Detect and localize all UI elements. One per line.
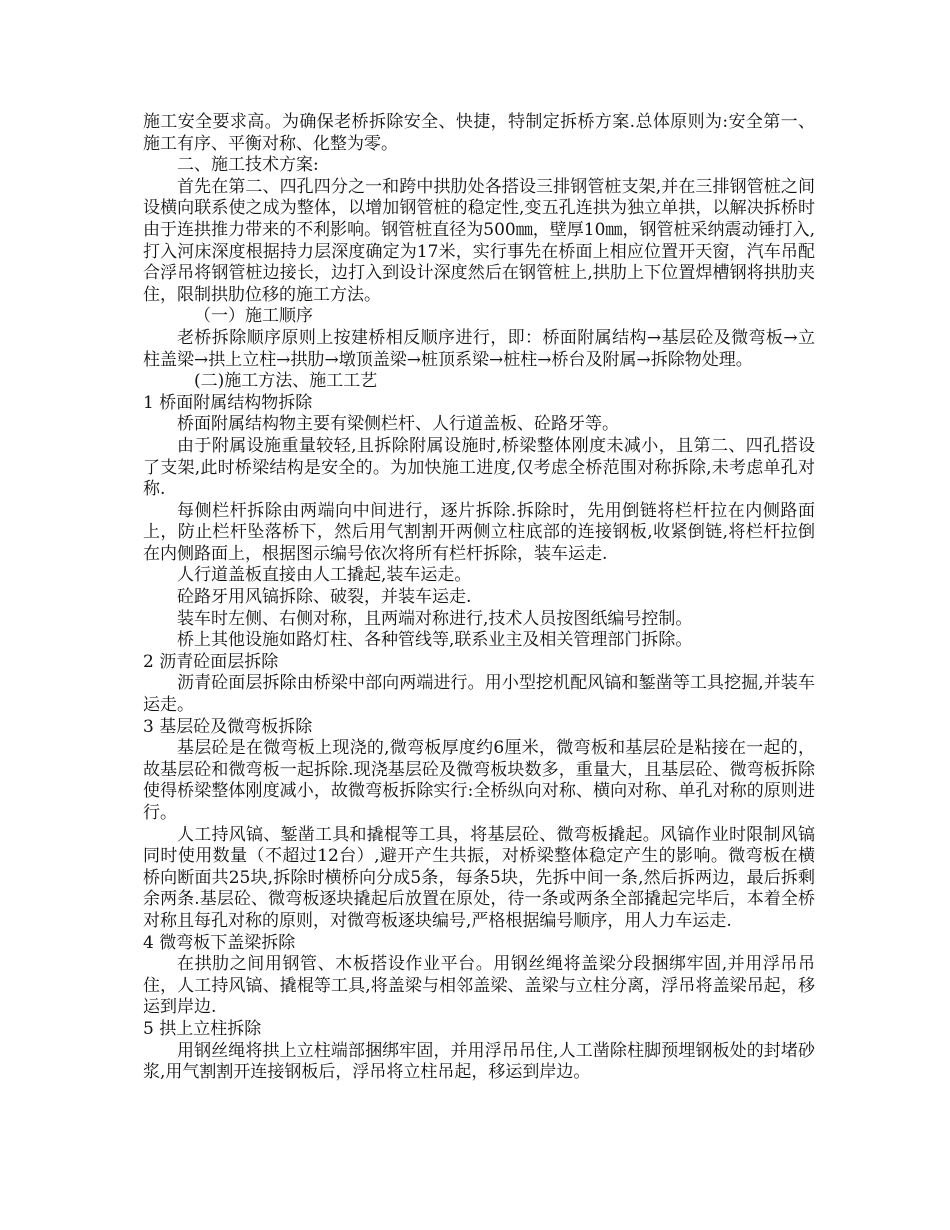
paragraph-cap-beam-removal: 在拱肋之间用钢管、木板搭设作业平台。用钢丝绳将盖梁分段捆绑牢固,并用浮吊吊住，人工持风镐、撬棍等工具,将盖梁与相邻盖梁、盖梁与立柱分离，浮吊将盖梁吊起，移运到岸边. (143, 954, 815, 1018)
subsection-heading-construction-order: （一）施工顺序 (194, 306, 313, 327)
item-heading-asphalt-layer: 2 沥青砼面层拆除 (143, 651, 279, 672)
paragraph-base-slab-principle: 基层砼是在微弯板上现浇的,微弯板厚度约6厘米，微弯板和基层砼是粘接在一起的，故基层砼和微弯板一起拆除.现浇基层砼及微弯板块数多，重量大，且基层砼、微弯板拆除使得桥梁整体刚度减小，故微弯板拆除实行:全桥纵向对称、横向对称、单孔对称的原则进行。 (143, 738, 815, 823)
subsection-heading-construction-method: (二)施工方法、施工工艺 (194, 371, 378, 392)
item-heading-base-and-slab: 3 基层砼及微弯板拆除 (143, 716, 313, 737)
paragraph-loading-symmetry: 装车时左侧、右侧对称，且两端对称进行,技术人员按图纸编号控制。 (177, 608, 693, 629)
paragraph-steel-pile-support: 首先在第二、四孔四分之一和跨中拱肋处各搭设三排钢管桩支架,并在三排钢管桩之间设横向联系使之成为整体，以增加钢管桩的稳定性,变五孔连拱为独立单拱，以解决拆桥时由于连拱推力带来的不利影响。钢管桩直径为500㎜，壁厚10㎜，钢管桩采纳震动锤打入,打入河床深度根据持力层深度确定为17米，实行事先在桥面上相应位置开天窗，汽车吊配合浮吊将钢管桩边接长，边打入到设计深度然后在钢管桩上,拱肋上下位置焊槽钢将拱肋夹住，限制拱肋位移的施工方法。 (143, 176, 815, 305)
paragraph-attachments-safety: 由于附属设施重量较轻,且拆除附属设施时,桥梁整体刚度未减小，且第二、四孔搭设了支架,此时桥梁结构是安全的。为加快施工进度,仅考虑全桥范围对称拆除,未考虑单孔对称. (143, 435, 815, 500)
paragraph-other-facilities: 桥上其他设施如路灯柱、各种管线等,联系业主及相关管理部门拆除。 (177, 630, 693, 651)
document-body (143, 112, 815, 1084)
paragraph-intro: 施工安全要求高。为确保老桥拆除安全、快捷，特制定拆桥方案.总体原则为:安全第一、施工有序、平衡对称、化整为零。 (143, 112, 815, 154)
paragraph-arch-column-removal: 用钢丝绳将拱上立柱端部捆绑牢固，并用浮吊吊住,人工凿除柱脚预埋钢板处的封堵砂浆,用气割割开连接钢板后，浮吊将立柱吊起，移运到岸边。 (143, 1040, 815, 1083)
paragraph-railing-removal: 每侧栏杆拆除由两端向中间进行，逐片拆除.拆除时，先用倒链将栏杆拉在内侧路面上，防止栏杆坠落桥下，然后用气割割开两侧立柱底部的连接钢板,收紧倒链,将栏杆拉倒在内侧路面上，根据图示编号依次将所有栏杆拆除，装车运走. (143, 500, 815, 564)
paragraph-asphalt-removal: 沥青砼面层拆除由桥梁中部向两端进行。用小型挖机配风镐和錾凿等工具挖掘,并装车运走。 (143, 673, 815, 716)
item-heading-arch-column: 5 拱上立柱拆除 (143, 1018, 262, 1039)
item-heading-cap-beam: 4 微弯板下盖梁拆除 (143, 932, 296, 953)
paragraph-base-slab-procedure: 人工持风镐、錾凿工具和撬棍等工具，将基层砼、微弯板撬起。风镐作业时限制风镐同时使用数量（不超过12台）,避开产生共振，对桥梁整体稳定产生的影响。微弯板在横桥向断面共25块,拆除时横桥向分成5条，每条5块，先拆中间一条,然后拆两边，最后拆剩余两条.基层砼、微弯板逐块撬起后放置在原处，待一条或两条全部撬起完毕后，本着全桥对称且每孔对称的原则，对微弯板逐块编号,严格根据编号顺序，用人力车运走. (143, 824, 815, 931)
paragraph-sidewalk-slab: 人行道盖板直接由人工撬起,装车运走。 (177, 565, 472, 586)
item-heading-deck-attachments: 1 桥面附属结构物拆除 (143, 392, 313, 413)
paragraph-curb-removal: 砼路牙用风镐拆除、破裂，并装车运走. (177, 587, 472, 608)
paragraph-demolition-order: 老桥拆除顺序原则上按建桥相反顺序进行，即：桥面附属结构→基层砼及微弯板→立柱盖梁→拱上立柱→拱肋→墩顶盖梁→桩顶系梁→桩柱→桥台及附属→拆除物处理。 (143, 327, 815, 370)
paragraph-attachments-list: 桥面附属结构物主要有梁侧栏杆、人行道盖板、砼路牙等。 (177, 414, 619, 435)
section-heading-technical-plan: 二、施工技术方案: (177, 155, 319, 176)
